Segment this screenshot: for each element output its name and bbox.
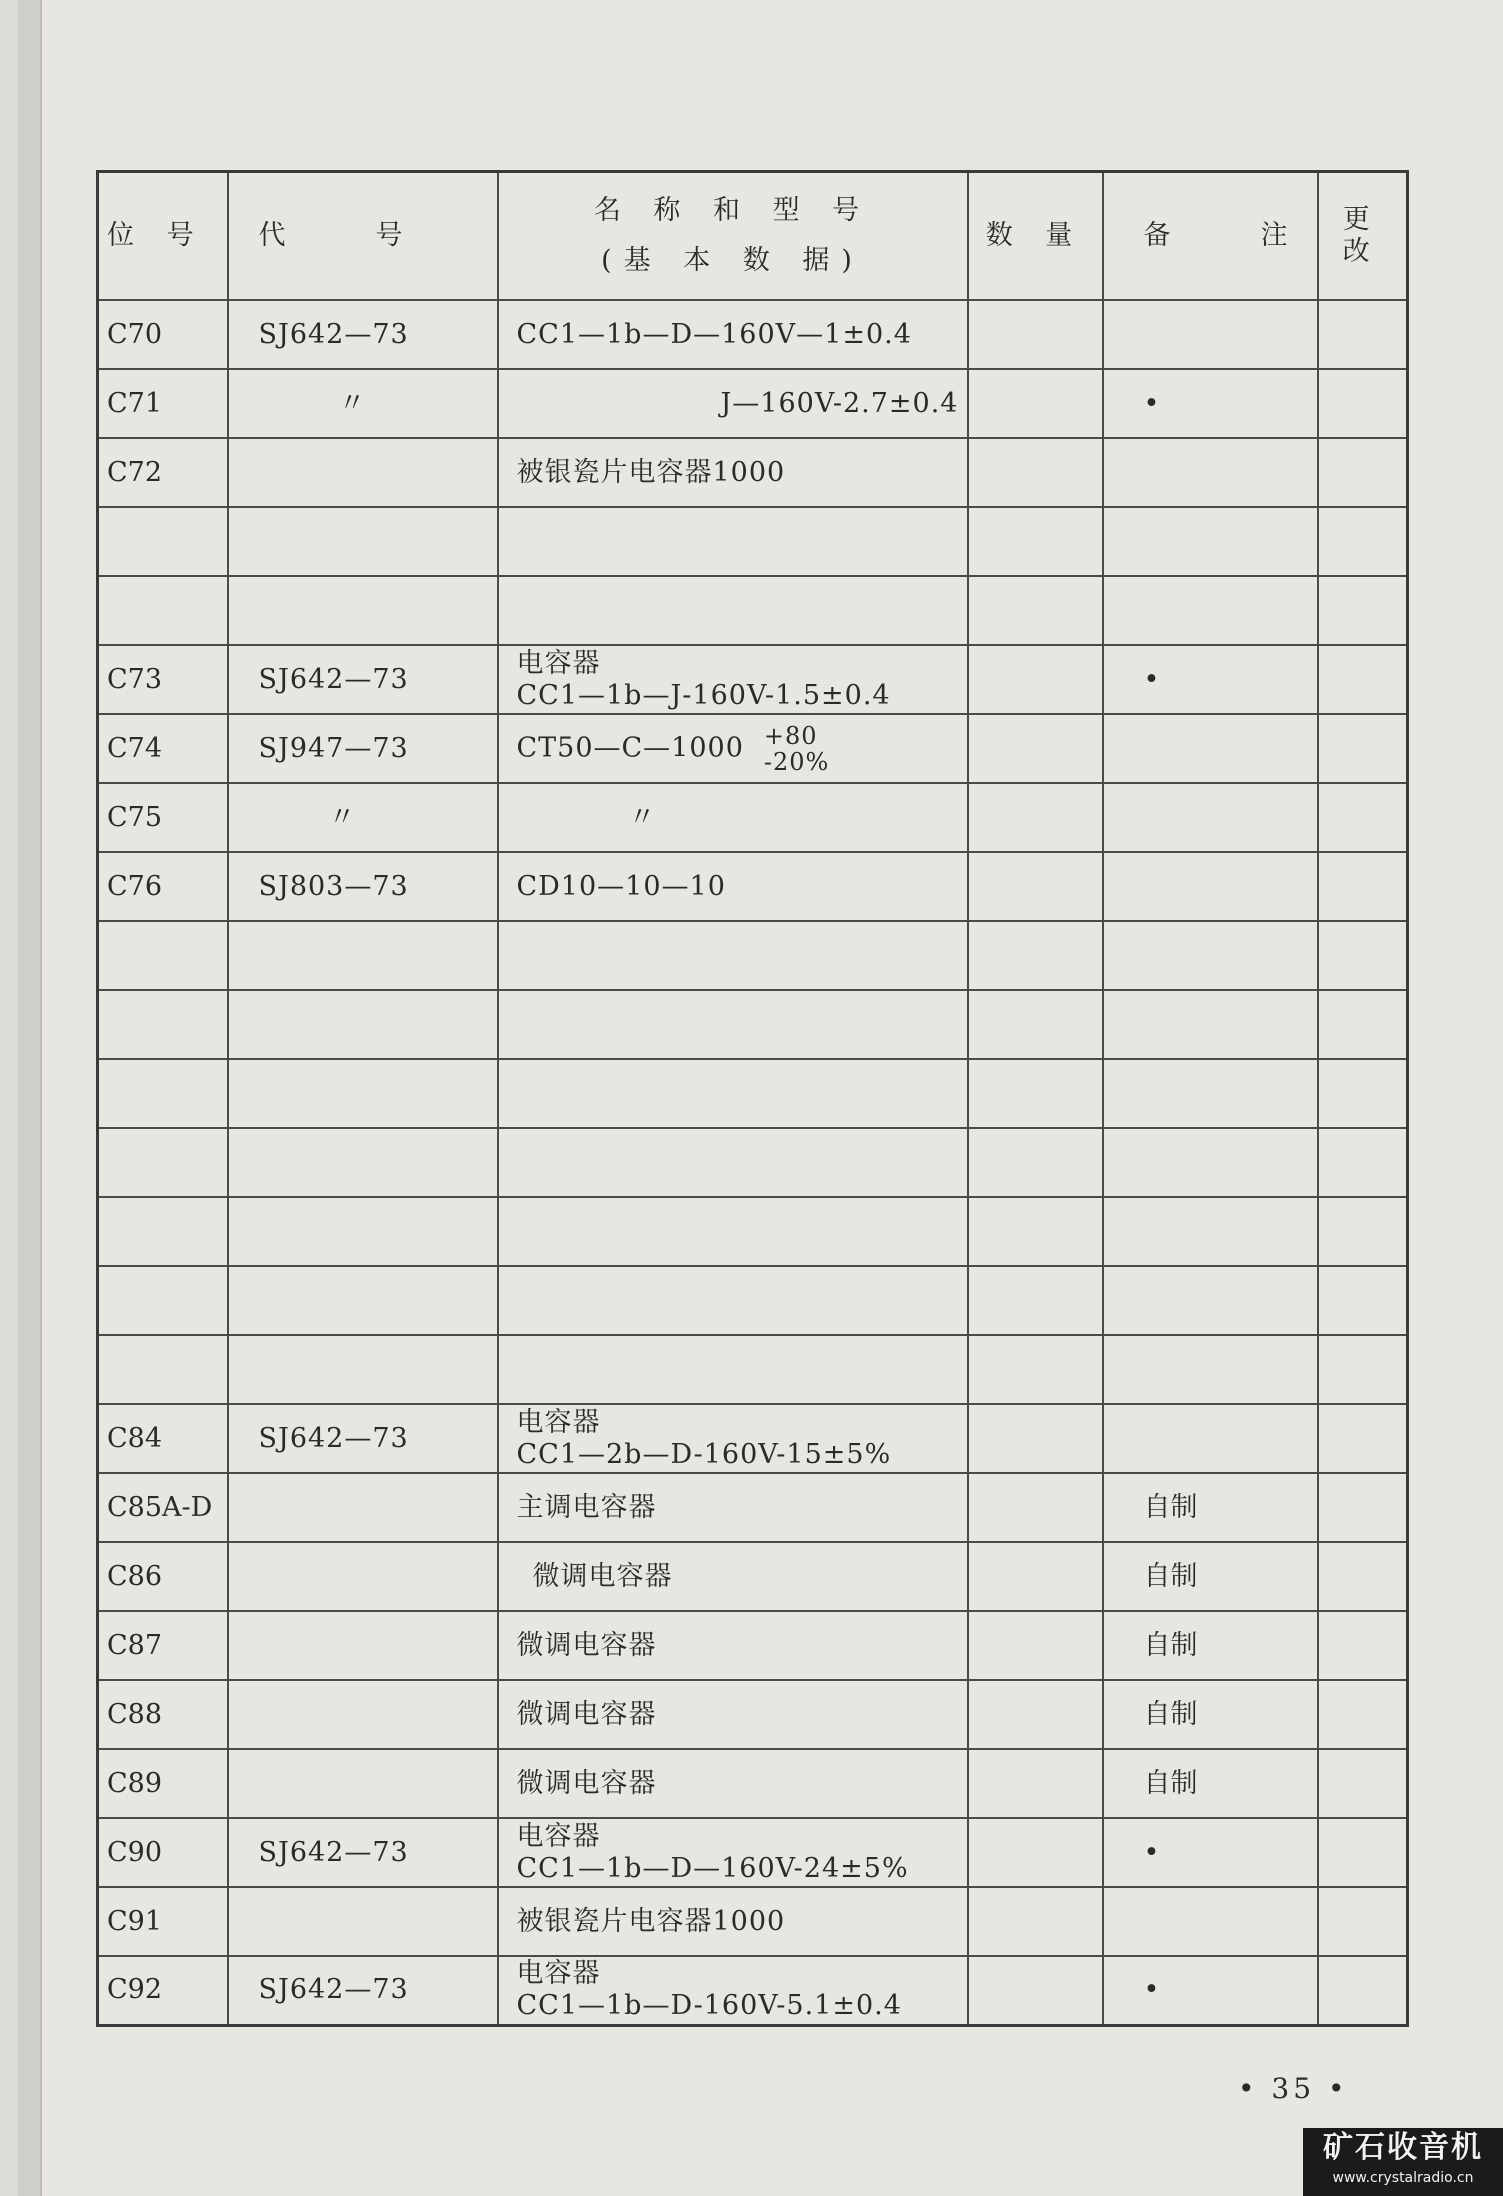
page-number: • 35 • [1238,2072,1349,2105]
cell-position [98,507,228,576]
cell-quantity [968,1956,1103,2025]
table-row [98,300,1408,369]
tolerance-lower: -20% [763,747,830,776]
header-note: 备 注 [1103,172,1318,301]
cell-change [1318,1680,1408,1749]
cell-change [1318,783,1408,852]
cell-quantity [968,714,1103,783]
cell-change [1318,369,1408,438]
cell-position: C76 [98,852,228,921]
cell-position [98,1266,228,1335]
cell-change [1318,438,1408,507]
cell-code: SJ947—73 [228,714,498,783]
cell-name [498,1335,968,1404]
cell-code [228,1335,498,1404]
table-row [98,1818,1408,1887]
cell-quantity [968,1128,1103,1197]
cell-name [498,1404,968,1473]
header-change [1318,172,1408,301]
table-row [98,576,1408,645]
cell-change [1318,300,1408,369]
table-row [98,1335,1408,1404]
header-name-model [498,172,968,301]
cell-name: 微调电容器 [498,1542,968,1611]
table-row [98,990,1408,1059]
table-row [98,1542,1408,1611]
cell-note [1103,714,1318,783]
tolerance-upper: +80 [763,721,818,750]
table-row [98,1611,1408,1680]
cell-change [1318,507,1408,576]
cell-code [228,921,498,990]
cell-change [1318,1818,1408,1887]
cell-name [498,438,968,507]
table-row [98,852,1408,921]
cell-position: C74 [98,714,228,783]
cell-code [228,438,498,507]
cell-note: 自制 [1103,1542,1318,1611]
cell-code: SJ642—73 [228,1818,498,1887]
cell-name [498,1059,968,1128]
name-line: CC1—1b—D-160V-5.1±0.4 [516,1990,902,2022]
cell-quantity [968,1749,1103,1818]
cell-note: 自制 [1103,1680,1318,1749]
table-row [98,438,1408,507]
cell-code: SJ803—73 [228,852,498,921]
cell-note [1103,507,1318,576]
cell-name: 微调电容器 [498,1611,968,1680]
cell-code [228,1266,498,1335]
cell-name [498,1266,968,1335]
cell-quantity [968,507,1103,576]
table-row [98,921,1408,990]
cell-name: 被银瓷片电容器1000 [498,1887,968,1956]
cell-name [498,645,968,714]
table-row [98,714,1408,783]
name-line: 电容器 [516,1958,601,1990]
cell-name: 〃 [498,783,968,852]
cell-position: C71 [98,369,228,438]
name-line: CT50—C—1000 [516,732,744,763]
cell-name: CD10—10—10 [498,852,968,921]
cell-quantity [968,1611,1103,1680]
cell-code [228,1473,498,1542]
cell-name [498,576,968,645]
table-row [98,1266,1408,1335]
page-gutter [18,0,42,2196]
table-row [98,1059,1408,1128]
name-line: 被银瓷片电容器1000 [516,456,786,488]
document-page [18,0,1503,2196]
cell-position: C87 [98,1611,228,1680]
cell-note [1103,1128,1318,1197]
cell-quantity [968,369,1103,438]
header-quantity: 数 量 [968,172,1103,301]
cell-change [1318,1749,1408,1818]
cell-name: 微调电容器 [498,1749,968,1818]
cell-note: 自制 [1103,1749,1318,1818]
cell-position: C84 [98,1404,228,1473]
cell-change [1318,921,1408,990]
cell-code: SJ642—73 [228,1404,498,1473]
cell-position [98,921,228,990]
cell-note [1103,1266,1318,1335]
cell-change [1318,1197,1408,1266]
cell-code: SJ642—73 [228,300,498,369]
cell-change [1318,1473,1408,1542]
cell-quantity [968,1404,1103,1473]
cell-code [228,1887,498,1956]
cell-code [228,1749,498,1818]
parts-list-table [96,170,1409,2027]
cell-name [498,300,968,369]
cell-position: C90 [98,1818,228,1887]
cell-code [228,1542,498,1611]
cell-name [498,990,968,1059]
cell-code [228,507,498,576]
table-row [98,1128,1408,1197]
cell-note [1103,921,1318,990]
cell-code: 〃 [228,783,498,852]
cell-change [1318,1059,1408,1128]
header-change-line2: 改 [1342,236,1382,267]
name-line: CC1—1b—J-160V-1.5±0.4 [516,679,891,711]
cell-position: C86 [98,1542,228,1611]
cell-note [1103,576,1318,645]
cell-position [98,1128,228,1197]
cell-note: 自制 [1103,1611,1318,1680]
cell-change [1318,1956,1408,2025]
cell-code [228,1059,498,1128]
cell-quantity [968,1818,1103,1887]
site-watermark [1303,2128,1503,2196]
cell-change [1318,714,1408,783]
cell-code [228,1128,498,1197]
table-row [98,1956,1408,2025]
cell-quantity [968,1266,1103,1335]
cell-note [1103,783,1318,852]
cell-change [1318,576,1408,645]
cell-position: C72 [98,438,228,507]
name-line: CC1—1b—D—160V-24±5% [516,1852,909,1884]
table-row [98,1680,1408,1749]
table-row [98,1404,1408,1473]
cell-quantity [968,1887,1103,1956]
cell-note: • [1103,1818,1318,1887]
header-change-line1: 更 [1342,204,1382,235]
cell-note [1103,990,1318,1059]
cell-position [98,1197,228,1266]
table-row [98,369,1408,438]
name-line: 电容器 [516,1820,601,1852]
cell-change [1318,1128,1408,1197]
table-row [98,645,1408,714]
cell-name [498,369,968,438]
cell-code [228,1680,498,1749]
cell-quantity [968,1680,1103,1749]
cell-name [498,714,968,783]
cell-name: 微调电容器 [498,1680,968,1749]
cell-quantity [968,645,1103,714]
cell-note [1103,300,1318,369]
cell-position: C89 [98,1749,228,1818]
cell-change [1318,1404,1408,1473]
name-line: 电容器 [516,647,601,679]
cell-code: SJ642—73 [228,1956,498,2025]
cell-quantity [968,852,1103,921]
header-name-line1: 名 称 和 型 号 [593,195,872,226]
cell-note [1103,1887,1318,1956]
cell-position: C75 [98,783,228,852]
cell-quantity [968,1335,1103,1404]
cell-note [1103,1059,1318,1128]
watermark-url: www.crystalradio.cn [1332,2170,1474,2186]
cell-name [498,1197,968,1266]
cell-position [98,990,228,1059]
cell-change [1318,645,1408,714]
tolerance-stack [764,723,829,775]
name-line: CC1—1b—D—160V—1±0.4 [516,318,912,350]
cell-note [1103,1335,1318,1404]
cell-name: 主调电容器 [498,1473,968,1542]
cell-quantity [968,783,1103,852]
cell-quantity [968,1473,1103,1542]
header-position: 位 号 [98,172,228,301]
cell-name [498,507,968,576]
table-header-row [98,172,1408,301]
cell-code [228,1611,498,1680]
cell-quantity [968,1542,1103,1611]
table-row [98,1473,1408,1542]
header-name-line2: (基 本 数 据) [601,245,864,276]
cell-note [1103,1197,1318,1266]
cell-change [1318,1887,1408,1956]
cell-name [498,1128,968,1197]
cell-position: C85A-D [98,1473,228,1542]
cell-quantity [968,300,1103,369]
cell-quantity [968,990,1103,1059]
cell-code: SJ642—73 [228,645,498,714]
cell-code [228,990,498,1059]
cell-note: • [1103,645,1318,714]
cell-position [98,1335,228,1404]
cell-position: C73 [98,645,228,714]
cell-quantity [968,921,1103,990]
cell-change [1318,852,1408,921]
cell-position: C91 [98,1887,228,1956]
cell-change [1318,1611,1408,1680]
cell-name [498,1818,968,1887]
cell-position [98,576,228,645]
cell-code [228,576,498,645]
name-line: J—160V-2.7±0.4 [720,387,959,419]
cell-quantity [968,576,1103,645]
cell-position: C88 [98,1680,228,1749]
cell-code: 〃 [228,369,498,438]
cell-note [1103,438,1318,507]
cell-name [498,921,968,990]
table-row [98,783,1408,852]
cell-change [1318,1266,1408,1335]
table-row [98,507,1408,576]
cell-quantity [968,438,1103,507]
cell-quantity [968,1197,1103,1266]
table-row [98,1887,1408,1956]
name-line: 电容器 [516,1406,601,1438]
table-row [98,1749,1408,1818]
cell-note: • [1103,1956,1318,2025]
cell-quantity [968,1059,1103,1128]
cell-change [1318,1335,1408,1404]
cell-note: • [1103,369,1318,438]
cell-code [228,1197,498,1266]
cell-note [1103,1404,1318,1473]
cell-change [1318,990,1408,1059]
cell-position: C92 [98,1956,228,2025]
header-code: 代 号 [228,172,498,301]
cell-change [1318,1542,1408,1611]
cell-position [98,1059,228,1128]
cell-name [498,1956,968,2025]
table-row [98,1197,1408,1266]
cell-position: C70 [98,300,228,369]
name-line: CC1—2b—D-160V-15±5% [516,1438,892,1470]
watermark-title: 矿石收音机 [1323,2130,1483,2165]
cell-note [1103,852,1318,921]
cell-note: 自制 [1103,1473,1318,1542]
